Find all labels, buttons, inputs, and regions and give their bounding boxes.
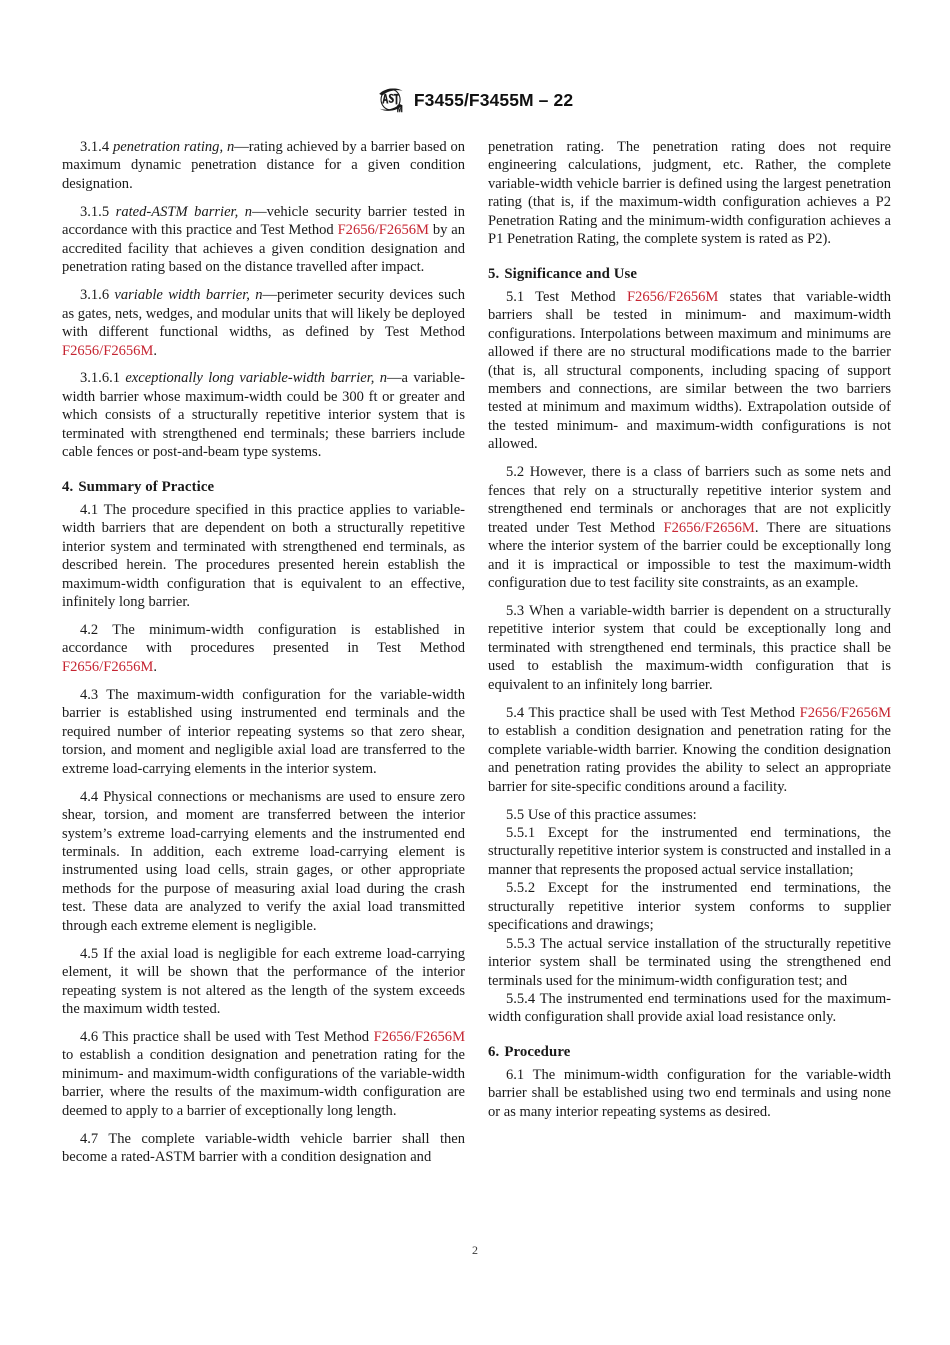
clause-text: If the axial load is negligible for each extreme load-carrying element, it will be shown that the performance of the interior repeating system is not altered as the length of the system exceeds the maximum width tested. — [62, 945, 465, 1018]
paragraph-4-6 — [62, 1028, 465, 1120]
clause-number: 4.1 — [80, 501, 99, 518]
paragraph-3-1-4 — [62, 138, 465, 193]
clause-text-b: to establish a condition designation and penetration rating for the complete variable-width barrier. Knowing the condition designation and penetration rating provides the ability to select an appropriate barrier for site-specific conditions around a facility. — [488, 723, 891, 795]
section-number: 4. — [62, 478, 74, 495]
paragraph-5-4 — [488, 704, 891, 796]
astm-logo-icon — [377, 86, 405, 114]
standard-reference-link[interactable]: F2656/F2656M — [337, 222, 429, 239]
standard-reference-link[interactable]: F2656/F2656M — [626, 288, 719, 305]
clause-number: 5.1 — [506, 288, 525, 305]
clause-number: 4.3 — [80, 686, 99, 703]
section-title: Procedure — [504, 1043, 571, 1060]
two-column-body — [62, 138, 892, 1243]
clause-text: —a variable-width barrier whose maximum-width could be 300 ft or greater and which consists of a structurally repetitive interior system that is terminated with strengthened end terminals; these barriers include cable fences or post-and-beam type systems. — [62, 370, 466, 461]
paragraph-3-1-5 — [62, 203, 465, 277]
page-number: 2 — [472, 1243, 478, 1257]
clause-number: 3.1.5 — [80, 203, 110, 220]
clause-number: 4.5 — [80, 945, 99, 962]
clause-number: 4.7 — [80, 1130, 99, 1147]
standard-reference-link[interactable]: F2656/F2656M — [663, 519, 755, 536]
clause-number: 5.5.3 — [506, 935, 536, 952]
clause-text-a: The minimum-width configuration is established in accordance with procedures presented in Test Method — [62, 621, 465, 657]
paragraph-5-5-4 — [488, 990, 891, 1027]
clause-number: 5.5.4 — [506, 991, 536, 1008]
page-header — [0, 86, 950, 114]
clause-number: 5.2 — [506, 464, 525, 481]
clause-text: Except for the instrumented end terminations, the structurally repetitive interior system conforms to supplier specifications and drawings; — [488, 880, 892, 934]
paragraph-4-7 — [62, 1130, 465, 1167]
clause-text-b: to establish a condition designation and penetration rating for the minimum- and maximum-width configurations of the variable-width barrier, where the results of the maximum-width configuration are deemed to apply to a barrier of exceptionally long length. — [62, 1047, 465, 1119]
right-column — [488, 138, 891, 1243]
clause-text-b: . — [153, 342, 157, 359]
clause-number: 3.1.4 — [80, 139, 110, 155]
section-heading-4 — [62, 462, 465, 501]
section-heading-6 — [488, 1027, 891, 1066]
clause-text-b: by an accredited facility that achieves a given condition designation and penetration rating based on the distance travelled after impact. — [62, 222, 465, 276]
paragraph-6-1 — [488, 1066, 891, 1121]
paragraph-5-1 — [488, 288, 891, 454]
defined-term: rated-ASTM barrier, n — [115, 203, 253, 220]
section-number: 6. — [488, 1043, 500, 1060]
paragraph-4-4 — [62, 788, 465, 936]
clause-number: 3.1.6.1 — [80, 370, 121, 387]
paragraph-5-2 — [488, 463, 891, 592]
clause-text: Except for the instrumented end terminations, the structurally repetitive interior system is constructed and installed in a manner that represents the proposed actual service installation; — [488, 824, 892, 878]
clause-text: The instrumented end terminations used for the maximum-width configuration shall provide axial load resistance only. — [488, 991, 892, 1026]
standard-reference-link[interactable]: F2656/F2656M — [799, 704, 892, 721]
standard-reference-link[interactable]: F2656/F2656M — [62, 658, 154, 675]
clause-text: Use of this practice assumes: — [527, 806, 697, 823]
clause-text-b: states that variable-width barriers shall be tested in minimum- and maximum-width configurations. Interpolations between maximum and minimums are allowed if there are no structural modifications made to the barrier (that is, all structural components, including spacing of support members and connections, are similar between the two barriers tested at minimum and maximum widths). Extrapolation outside of the tested minimum- and maximum-width configurations is not allowed. — [488, 288, 891, 453]
paragraph-5-5-1 — [488, 824, 891, 879]
defined-term: penetration rating, n — [112, 139, 235, 155]
clause-number: 4.2 — [80, 621, 99, 638]
paragraph-5-5-3 — [488, 935, 891, 990]
standard-designation: F3455/F3455M – 22 — [413, 89, 574, 110]
clause-text: —rating achieved by a barrier based on maximum dynamic penetration distance for a given condition designation. — [62, 139, 465, 192]
clause-number: 4.4 — [80, 788, 99, 805]
section-title: Summary of Practice — [78, 478, 215, 495]
clause-text-a: —vehicle security barrier tested in accordance with this practice and Test Method — [62, 203, 465, 239]
section-title: Significance and Use — [504, 265, 638, 282]
clause-number: 5.5.1 — [506, 824, 536, 841]
left-column — [62, 138, 465, 1243]
paragraph-4-5 — [62, 945, 465, 1019]
clause-text-a: This practice shall be used with Test Method — [102, 1029, 374, 1046]
clause-text: The procedure specified in this practice applies to variable-width barriers that are dependent on both a structurally repetitive interior system and terminated with strengthened end terminals, as described herein. The procedures presented herein establish the maximum-width configuration that is equivalent to an effective, infinitely long barrier. — [62, 501, 466, 611]
clause-text: The complete variable-width vehicle barrier shall then become a rated-ASTM barrier with a condition designation and — [62, 1130, 465, 1166]
paragraph-4-1 — [62, 501, 465, 612]
clause-number: 5.4 — [506, 704, 525, 721]
paragraph-5-5 — [488, 806, 891, 824]
clause-text-a: —perimeter security devices such as gates, nets, wedges, and modular units that will likely be deployed with different functional widths, as defined by Test Method — [62, 287, 465, 341]
paragraph-4-2 — [62, 621, 465, 676]
section-number: 5. — [488, 265, 500, 282]
clause-text-a: This practice shall be used with Test Method — [528, 704, 800, 721]
clause-number: 5.5 — [506, 806, 525, 823]
clause-text: When a variable-width barrier is dependent on a structurally repetitive interior system that could be exceptionally long and terminated with strengthened end terminals, this practice shall be used to establish the maximum-width configuration that is equivalent to an infinitely long barrier. — [488, 602, 892, 693]
paragraph-3-1-6 — [62, 286, 465, 360]
clause-number: 3.1.6 — [80, 287, 110, 304]
clause-text-b: . — [153, 658, 157, 675]
clause-text-b: . There are situations where the interior system of the barrier could be exceptionally long and it is impractical or impossible to test the maximum-width configuration due to test facility site constraints, as an example. — [488, 519, 891, 592]
defined-term: exceptionally long variable-width barrier, n — [125, 370, 387, 387]
section-heading-5 — [488, 249, 891, 288]
clause-text: Physical connections or mechanisms are used to ensure zero shear, torsion, and moment are transferred between the interior system’s extreme load-carrying elements and the instrumented end terminals. In addition, each extreme load-carrying element is instrumented using load cells, strain gages, or other appropriate methods for the purpose of measuring axial load during the crash test. These data are analyzed to verify the axial load transmitted through each extreme element is negligible. — [62, 788, 465, 934]
defined-term: variable width barrier, n — [114, 287, 263, 304]
clause-number: 5.5.2 — [506, 880, 536, 897]
paragraph-4-7-continuation: penetration rating. The penetration rating does not require engineering calculations, judgment, etc. Rather, the complete variable-width vehicle barrier is defined using the largest penetration rating (that is, if the maximum-width configuration achieves a P2 Penetration Rating and the minimum-width configuration achieves a P1 Penetration Rating, the complete system is rated as P2). — [488, 139, 891, 248]
clause-text: The actual service installation of the structurally repetitive interior system shall be terminated using the strengthened end terminals used for the minimum-width configuration test; and — [488, 935, 892, 989]
standard-reference-link[interactable]: F2656/F2656M — [62, 342, 154, 359]
paragraph-3-1-6-1 — [62, 369, 465, 461]
paragraph-5-5-2 — [488, 879, 891, 934]
paragraph-5-3 — [488, 602, 891, 694]
clause-number: 6.1 — [506, 1066, 525, 1083]
paragraph-4-3 — [62, 686, 465, 778]
clause-text-a: Test Method — [535, 288, 627, 305]
standard-reference-link[interactable]: F2656/F2656M — [373, 1029, 466, 1046]
clause-text-a: However, there is a class of barriers such as some nets and fences that rely on a structurally repetitive interior system and strengthened end terminals or anchorages that are not explicitly treated under Test Method — [488, 464, 891, 536]
clause-text: The minimum-width configuration for the variable-width barrier shall be established using two end terminals and using none or as many interior repeating systems as desired. — [488, 1066, 892, 1120]
clause-number: 4.6 — [80, 1029, 99, 1046]
clause-text: The maximum-width configuration for the variable-width barrier is established using instrumented end terminals and the required number of interior repeating systems so that zero shear, torsion, and moment and negligible axial load are transferred to the extreme load-carrying elements in the interior system. — [62, 686, 465, 777]
clause-number: 5.3 — [506, 602, 525, 619]
